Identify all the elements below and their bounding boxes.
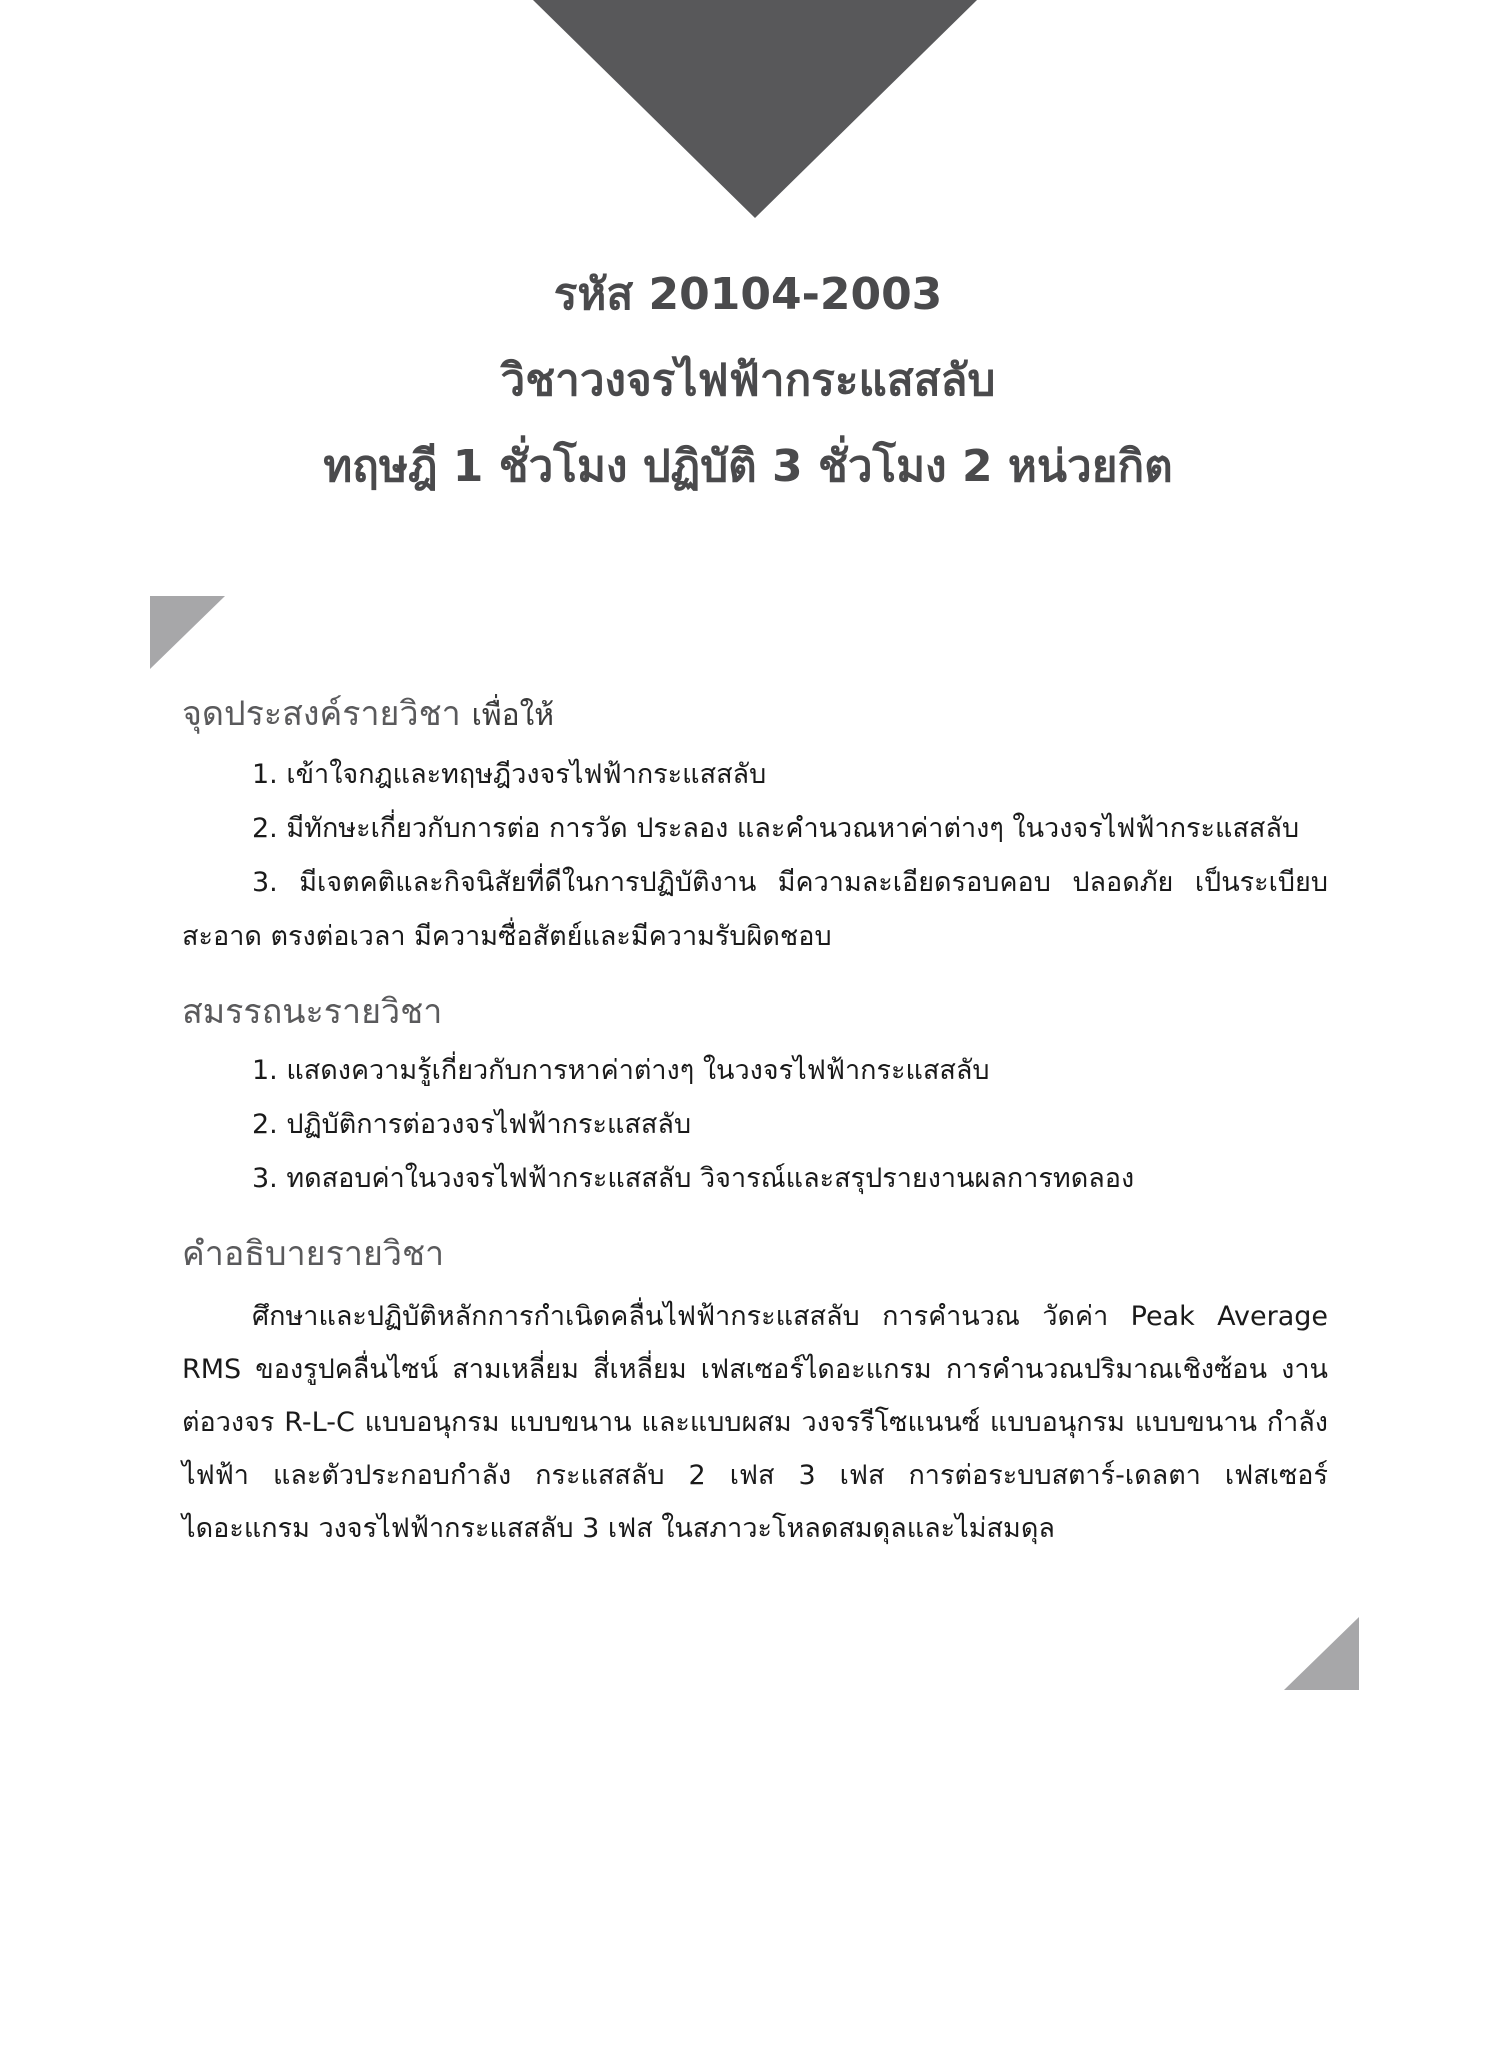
objectives-heading-suffix: เพื่อให้ [471,698,555,733]
competencies-section [182,986,1328,1206]
competencies-heading: สมรรถนะรายวิชา [182,992,443,1032]
objectives-heading [182,688,1328,742]
competency-item: 2. ปฏิบัติการต่อวงจรไฟฟ้ากระแสสลับ [252,1109,692,1140]
description-heading: คำอธิบายรายวิชา [182,1234,445,1274]
objectives-section [182,688,1328,964]
objective-item: 1. เข้าใจกฎและทฤษฎีวงจรไฟฟ้ากระแสสลับ [252,759,767,790]
top-triangle-decoration [0,0,1496,220]
course-hours-credits: ทฤษฎี 1 ชั่วโมง ปฏิบัติ 3 ชั่วโมง 2 หน่วยกิต [323,441,1173,492]
competency-item: 3. ทดสอบค่าในวงจรไฟฟ้ากระแสสลับ วิจารณ์และสรุปรายงานผลการทดลอง [252,1163,1135,1194]
course-name: วิชาวงจรไฟฟ้ากระแสสลับ [500,355,996,406]
objective-item: 3. มีเจตคติและกิจนิสัยที่ดีในการปฏิบัติงาน มีความละเอียดรอบคอบ ปลอดภัย เป็นระเบียบ สะอาด ตรงต่อเวลา มีความซื่อสัตย์และมีความรับผิดชอบ [182,867,1328,952]
left-corner-triangle-decoration [150,596,226,670]
objectives-list [182,748,1328,964]
objective-item: 2. มีทักษะเกี่ยวกับการต่อ การวัด ประลอง และคำนวณหาค่าต่างๆ ในวงจรไฟฟ้ากระแสสลับ [252,813,1300,844]
objectives-heading-text: จุดประสงค์รายวิชา [182,694,461,734]
course-title-block [0,252,1496,510]
description-text: ศึกษาและปฏิบัติหลักการกำเนิดคลื่นไฟฟ้ากระแสสลับ การคำนวณ วัดค่า Peak Average RMS ของรูปคลื่นไซน์ สามเหลี่ยม สี่เหลี่ยม เฟสเซอร์ไดอะแกรม การคำนวณปริมาณเชิงซ้อน งานต่อวงจร R-L-C แบบอนุกรม แบบขนาน และแบบผสม วงจรรีโซแนนซ์ แบบอนุกรม แบบขนาน กำลังไฟฟ้า และตัวประกอบกำลัง กระแสสลับ 2 เฟส 3 เฟส การต่อระบบสตาร์-เดลตา เฟสเซอร์ไดอะแกรม วงจรไฟฟ้ากระแสสลับ 3 เฟส ในสภาวะโหลดสมดุลและไม่สมดุล [182,1301,1328,1544]
competencies-list [182,1044,1328,1206]
right-corner-triangle-decoration [1284,1617,1360,1691]
description-section [182,1228,1328,1555]
course-content [182,688,1328,1555]
course-code: รหัส 20104-2003 [553,269,943,320]
competency-item: 1. แสดงความรู้เกี่ยวกับการหาค่าต่างๆ ในวงจรไฟฟ้ากระแสสลับ [252,1055,990,1086]
